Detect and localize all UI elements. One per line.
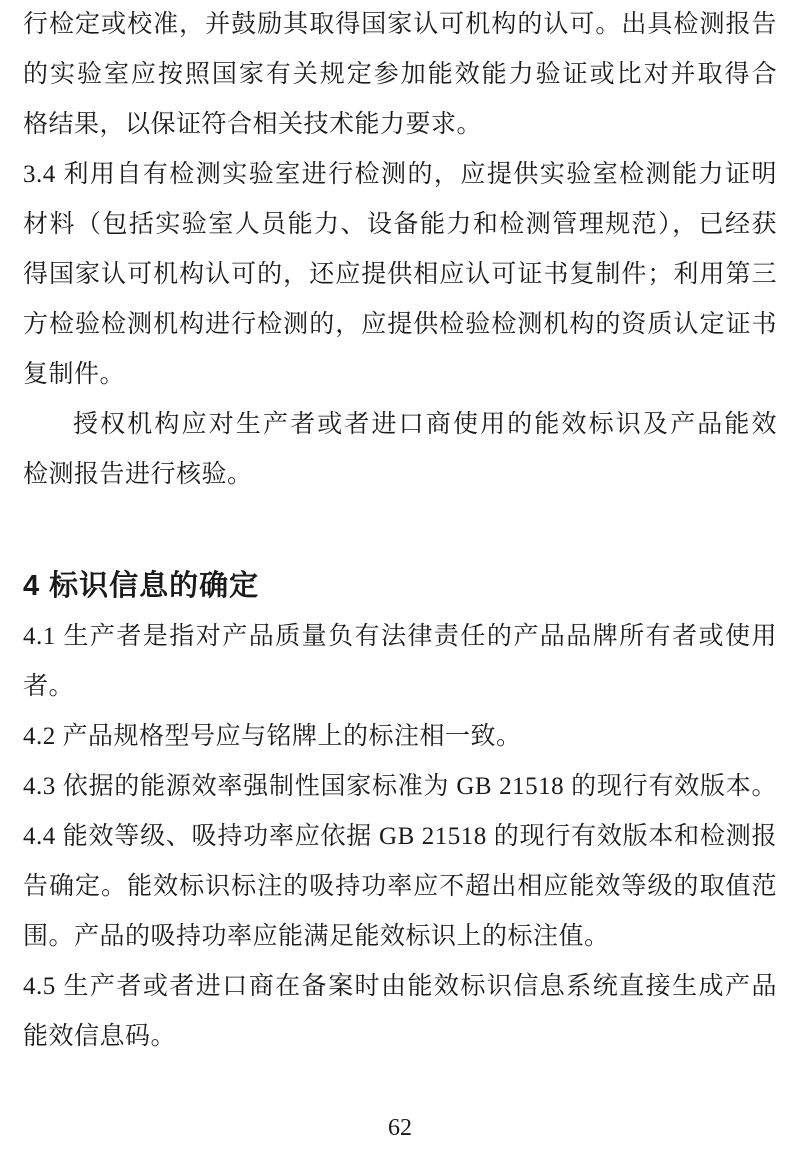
text-line: 行检定或校准，并鼓励其取得国家认可机构的认可。出具检测报告	[23, 11, 777, 38]
text-line: 4.2 产品规格型号应与铭牌上的标注相一致。	[23, 723, 522, 750]
text-line: 3.4 利用自有检测实验室进行检测的，应提供实验室检测能力证明	[23, 161, 777, 188]
text-line: 围。产品的吸持功率应能满足能效标识上的标注值。	[23, 923, 610, 950]
text-line: 告确定。能效标识标注的吸持功率应不超出相应能效等级的取值范	[23, 873, 777, 900]
paragraph	[23, 712, 777, 762]
text-line: 4.1 生产者是指对产品质量负有法律责任的产品品牌所有者或使用	[23, 623, 777, 650]
page-number: 62	[388, 1115, 412, 1141]
paragraph	[23, 400, 777, 500]
text-line: 格结果，以保证符合相关技术能力要求。	[23, 111, 483, 138]
text-line: 得国家认可机构认可的，还应提供相应认可证书复制件；利用第三	[23, 261, 777, 288]
text-line: 授权机构应对生产者或者进口商使用的能效标识及产品能效	[73, 411, 777, 438]
text-line: 方检验检测机构进行检测的，应提供检验检测机构的资质认定证书	[23, 311, 777, 338]
text-line: 能效信息码。	[23, 1023, 177, 1050]
text-line: 4.4 能效等级、吸持功率应依据 GB 21518 的现行有效版本和检测报	[23, 823, 777, 850]
block-spacer	[23, 500, 777, 560]
text-line: 者。	[23, 673, 75, 700]
text-line: 的实验室应按照国家有关规定参加能效能力验证或比对并取得合	[23, 61, 777, 88]
text-line: 复制件。	[23, 361, 126, 388]
paragraph	[23, 150, 777, 400]
text-line: 4.3 依据的能源效率强制性国家标准为 GB 21518 的现行有效版本。	[23, 773, 777, 800]
text-line: 检测报告进行核验。	[23, 461, 253, 488]
text-line: 材料（包括实验室人员能力、设备能力和检测管理规范），已经获	[23, 211, 777, 238]
paragraph	[23, 962, 777, 1062]
text-line: 4.5 生产者或者进口商在备案时由能效标识信息系统直接生成产品	[23, 973, 777, 1000]
paragraph	[23, 812, 777, 962]
section-heading	[23, 560, 777, 612]
paragraph	[23, 0, 777, 150]
text-line: 4 标识信息的确定	[23, 570, 260, 602]
paragraph	[23, 762, 777, 812]
paragraph	[23, 612, 777, 712]
